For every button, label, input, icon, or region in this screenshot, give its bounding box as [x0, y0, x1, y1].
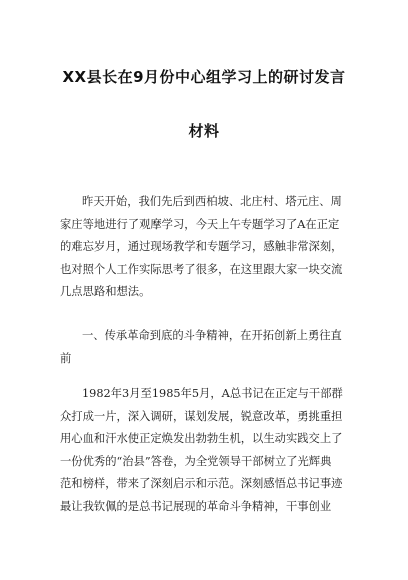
paragraph-body: [60, 383, 350, 519]
paragraph-line: 也对照个人工作实际思考了很多，在这里跟大家一块交流: [60, 262, 343, 276]
paragraph-intro: [60, 191, 350, 304]
paragraph-line: 范和榜样，带来了深刻启示和示范。深刻感悟总书记事迹: [60, 477, 343, 491]
paragraph-line: 家庄等地进行了观摩学习，今天上午专题学习了A在正定: [60, 217, 340, 231]
document-title: XX县长在9月份中心组学习上的研讨发言: [62, 68, 346, 86]
paragraph-line: 一份优秀的“治县”答卷，为全党领导干部树立了光辉典: [60, 454, 332, 468]
paragraph-line: 几点思路和想法。: [60, 285, 151, 299]
paragraph-line: 众打成一片，深入调研，谋划发展，锐意改革，勇挑重担: [60, 409, 343, 423]
paragraph-line: 1982年3月至1985年5月，A总书记在正定与干部群: [82, 387, 343, 400]
section-heading: [60, 325, 350, 370]
document-title-continued: 材料: [188, 122, 220, 140]
paragraph-line: 最让我钦佩的是总书记展现的革命斗争精神，干事创业: [60, 499, 332, 513]
paragraph-line: 的难忘岁月，通过现场教学和专题学习，感触非常深刻，: [60, 240, 343, 254]
heading-line: 前: [60, 351, 72, 365]
heading-line: 一、传承革命到底的斗争精神，在开拓创新上勇往直: [82, 329, 342, 342]
paragraph-line: 昨天开始，我们先后到西柏坡、北庄村、塔元庄、周: [82, 195, 342, 208]
paragraph-line: 用心血和汗水使正定焕发出勃勃生机，以生动实践交上了: [60, 432, 343, 446]
